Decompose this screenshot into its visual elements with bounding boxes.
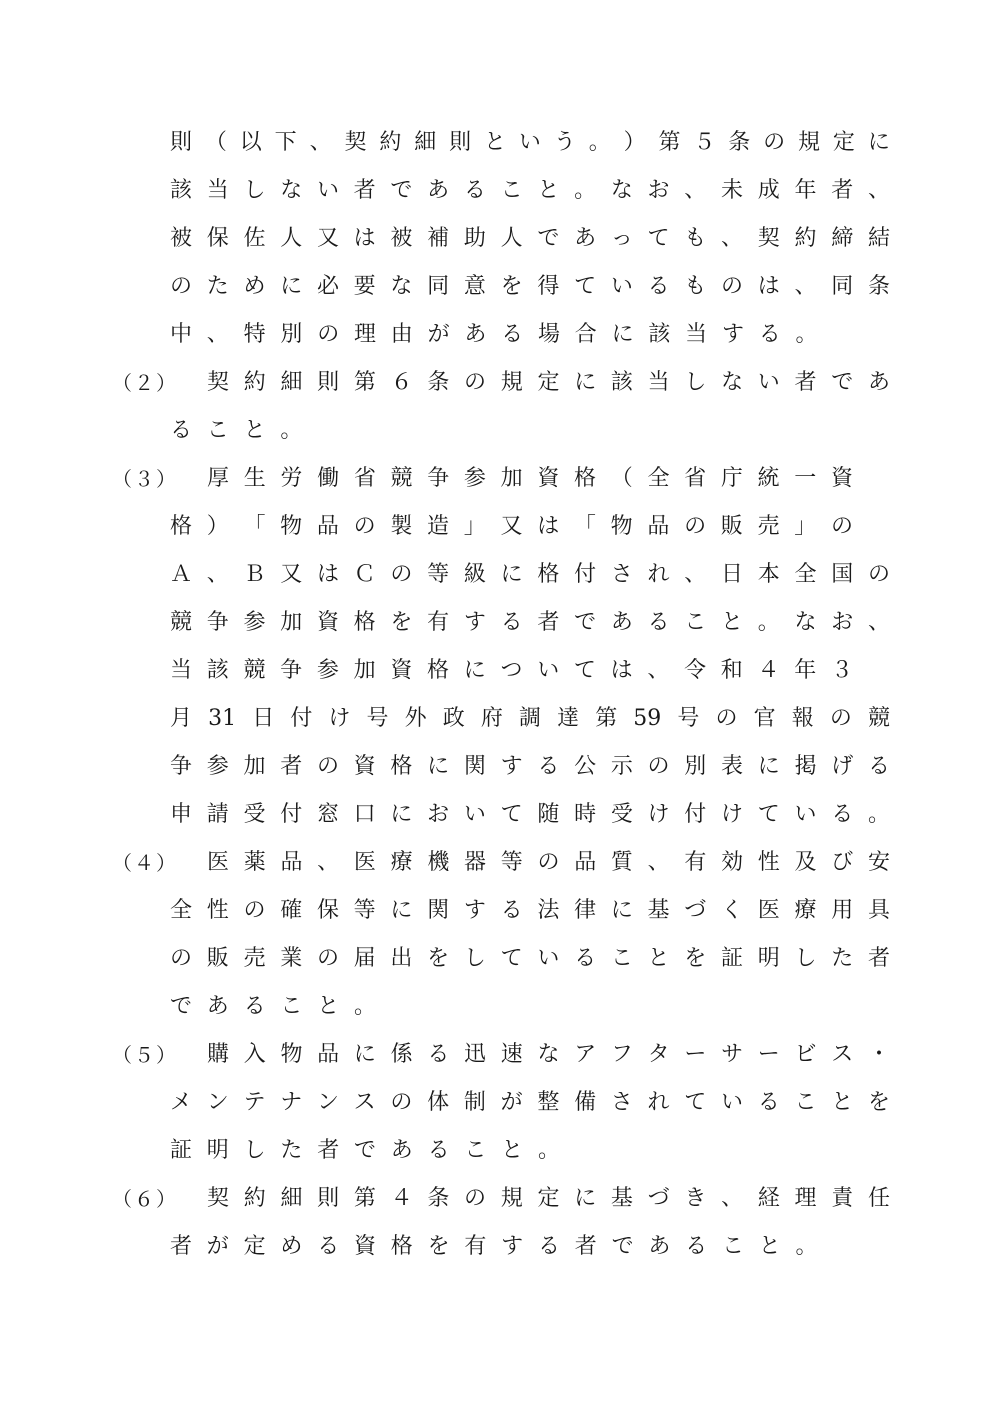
text-line: メ ン テ ナ ン ス の 体 制 が 整 備 さ れ て い る こ と を — [170, 1090, 890, 1115]
text-line: 競 争 参 加 資 格 を 有 す る 者 で あ る こ と 。 な お 、 — [170, 610, 890, 635]
text-line: で あ る こ と 。 — [170, 994, 376, 1019]
text-line: の 販 売 業 の 届 出 を し て い る こ と を 証 明 し た 者 — [170, 946, 890, 971]
text-line: 当 該 競 争 参 加 資 格 に つ い て は 、 令 和 ４ 年 ３ — [170, 658, 853, 683]
text-line: 契 約 細 則 第 ４ 条 の 規 定 に 基 づ き 、 経 理 責 任 — [207, 1186, 890, 1211]
item-number-6: （６） — [112, 1187, 178, 1211]
item-number-2: （２） — [112, 371, 178, 395]
text-line: 争 参 加 者 の 資 格 に 関 す る 公 示 の 別 表 に 掲 げ る — [170, 754, 890, 779]
text-line: 格 ） 「 物 品 の 製 造 」 又 は 「 物 品 の 販 売 」 の — [170, 514, 853, 539]
text-line: 被 保 佐 人 又 は 被 補 助 人 で あ っ て も 、 契 約 締 結 — [170, 226, 890, 251]
text-line: 証 明 し た 者 で あ る こ と 。 — [170, 1138, 560, 1163]
text-line: 全 性 の 確 保 等 に 関 す る 法 律 に 基 づ く 医 療 用 具 — [170, 898, 890, 923]
text-line: 契 約 細 則 第 ６ 条 の 規 定 に 該 当 し な い 者 で あ — [207, 370, 890, 395]
text-line: の た め に 必 要 な 同 意 を 得 て い る も の は 、 同 条 — [170, 274, 890, 299]
text-line: 購 入 物 品 に 係 る 迅 速 な ア フ タ ー サ ー ビ ス ・ — [207, 1042, 890, 1067]
text-line: 申 請 受 付 窓 口 に お い て 随 時 受 け 付 け て い る 。 — [170, 802, 890, 827]
text-line: 則 （ 以 下 、 契 約 細 則 と い う 。 ） 第 ５ 条 の 規 定 に — [170, 130, 890, 155]
text-line: 医 薬 品 、 医 療 機 器 等 の 品 質 、 有 効 性 及 び 安 — [207, 850, 890, 875]
item-number-3: （３） — [112, 467, 178, 491]
text-line: 月 31 日 付 け 号 外 政 府 調 達 第 59 号 の 官 報 の 競 — [170, 706, 890, 731]
item-number-5: （５） — [112, 1043, 178, 1067]
text-line: 者 が 定 め る 資 格 を 有 す る 者 で あ る こ と 。 — [170, 1234, 818, 1259]
item-number-4: （４） — [112, 851, 178, 875]
text-line: 中 、 特 別 の 理 由 が あ る 場 合 に 該 当 す る 。 — [170, 322, 818, 347]
text-line: る こ と 。 — [170, 418, 303, 443]
text-line: 該 当 し な い 者 で あ る こ と 。 な お 、 未 成 年 者 、 — [170, 178, 890, 203]
text-line: Ａ 、 Ｂ 又 は Ｃ の 等 級 に 格 付 さ れ 、 日 本 全 国 の — [170, 562, 890, 587]
text-line: 厚 生 労 働 省 競 争 参 加 資 格 （ 全 省 庁 統 一 資 — [207, 466, 853, 491]
